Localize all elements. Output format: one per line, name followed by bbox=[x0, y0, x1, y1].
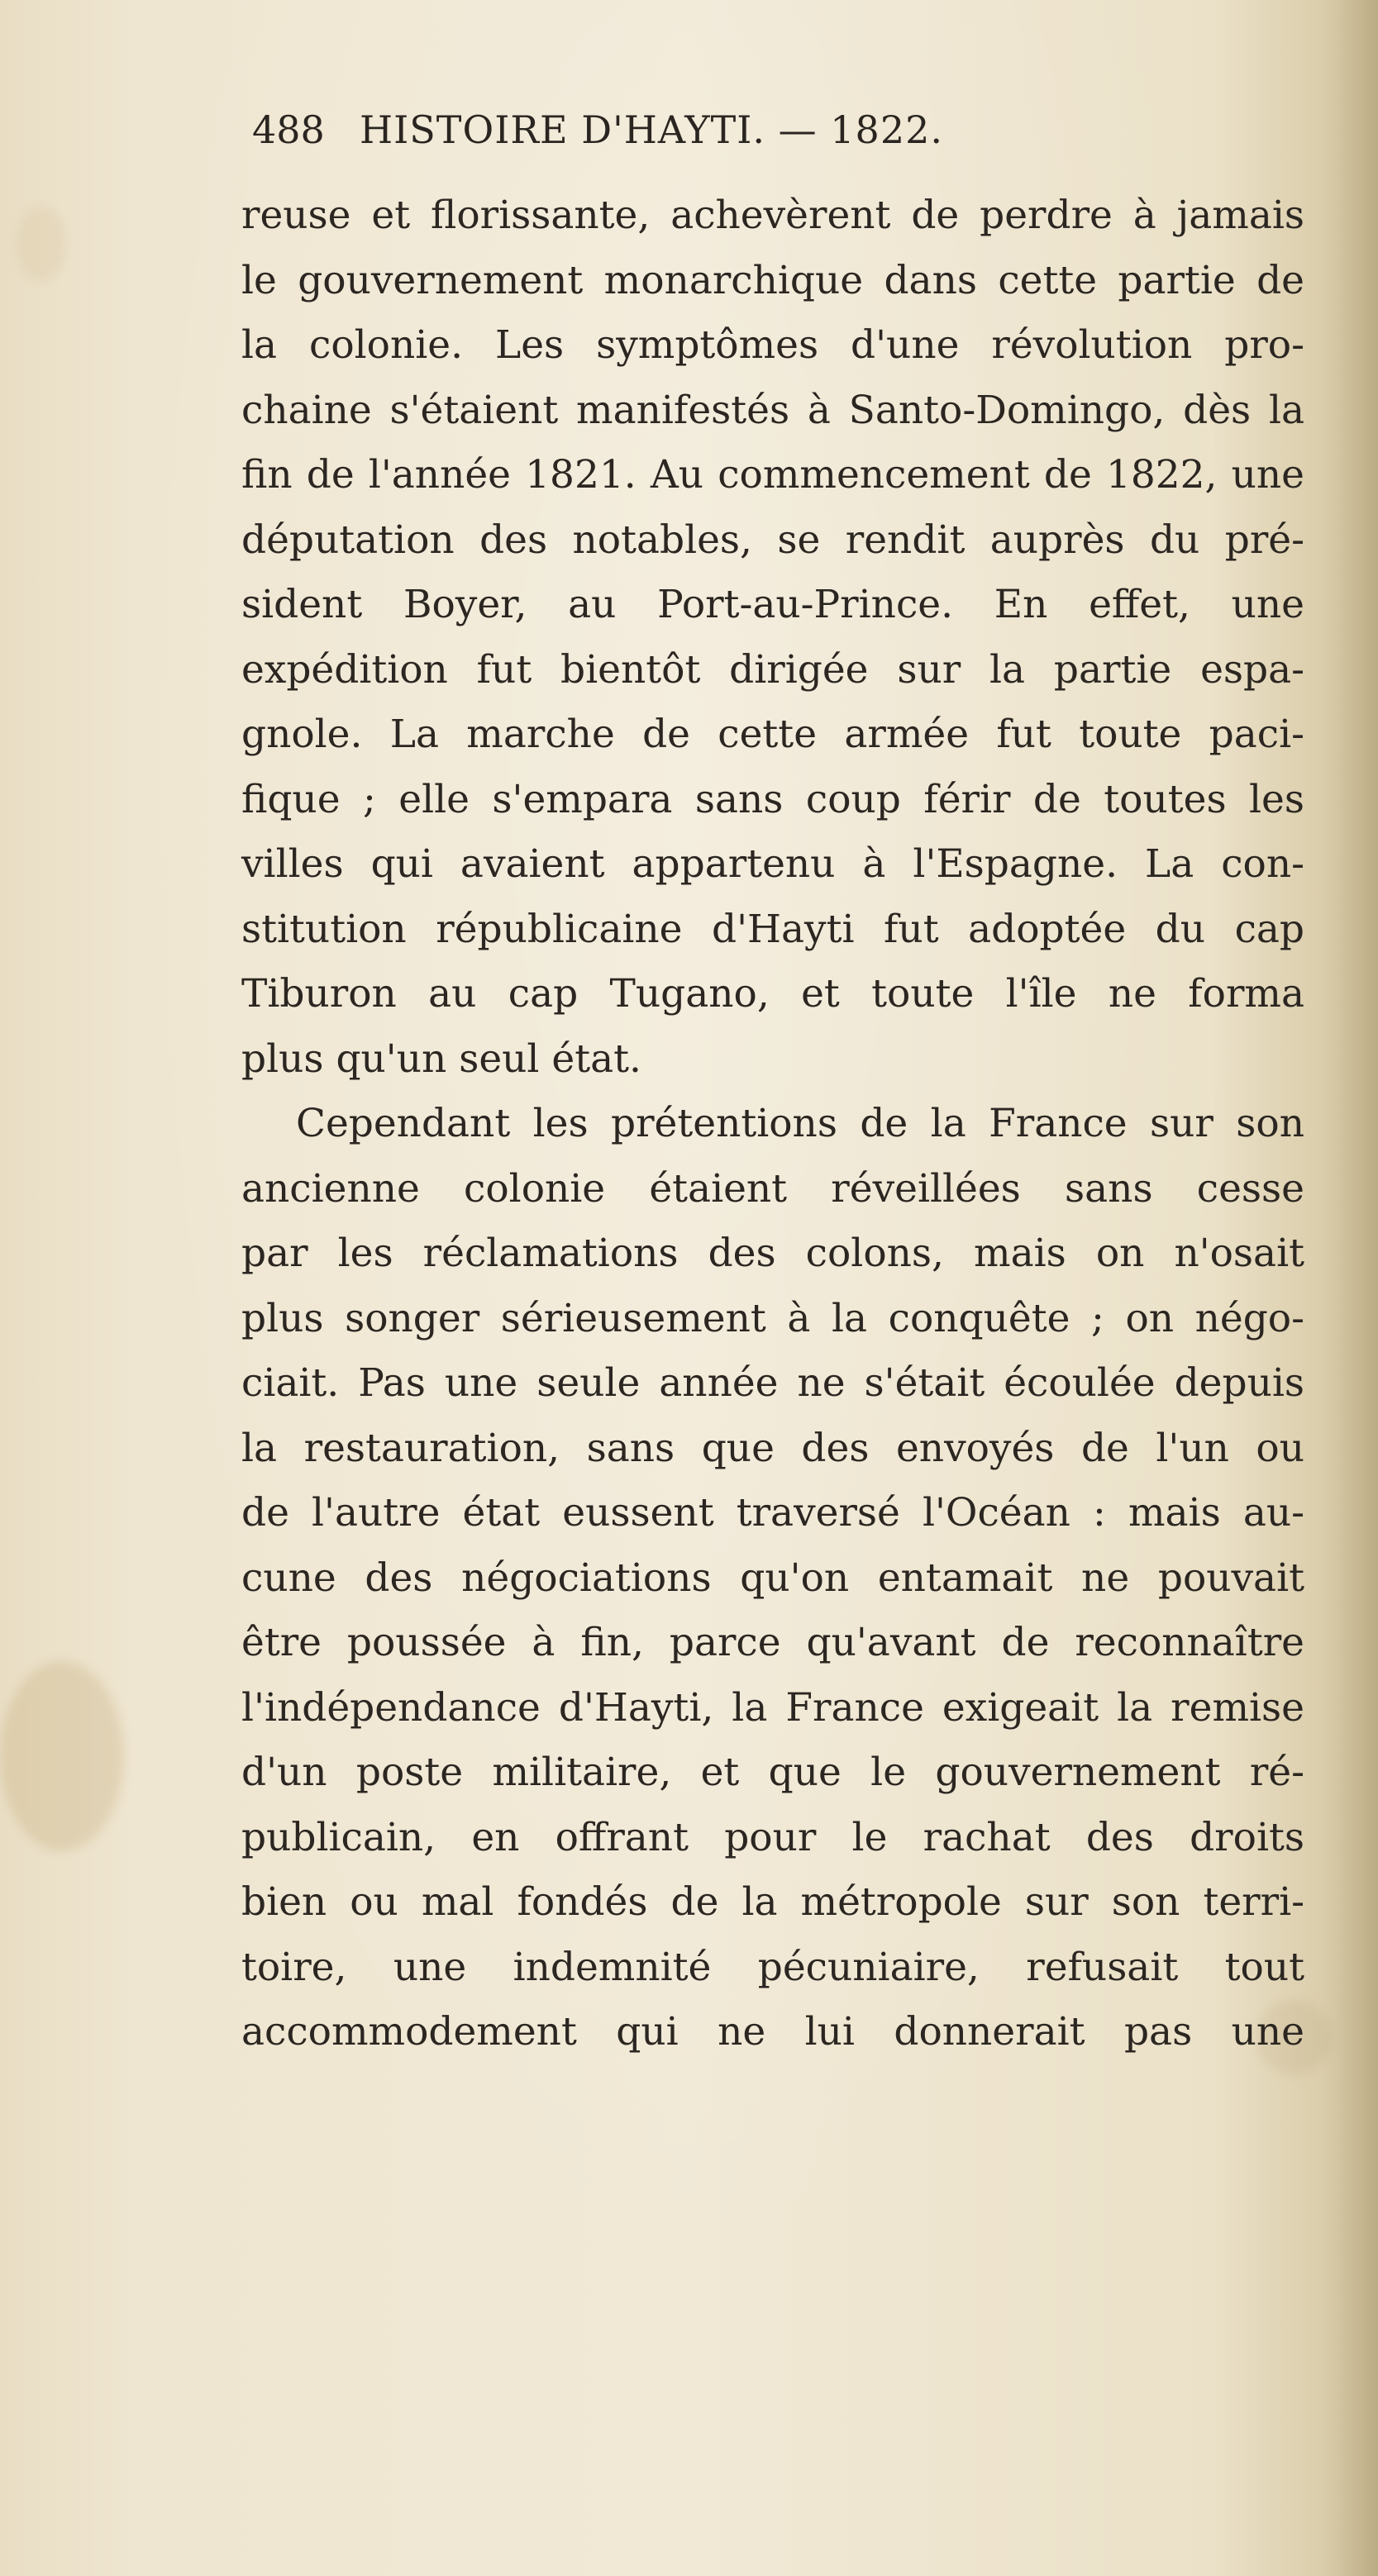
text-line: députation des notables, se rendit auprès du pré- bbox=[241, 517, 1304, 563]
text-line: villes qui avaient appartenu à l'Espagne. La con- bbox=[241, 841, 1304, 887]
text-line: de l'autre état eussent traversé l'Océan : mais au- bbox=[241, 1490, 1304, 1536]
text-line: gnole. La marche de cette armée fut toute paci- bbox=[241, 712, 1304, 757]
text-line: la restauration, sans que des envoyés de l'un ou bbox=[241, 1425, 1304, 1471]
text-line: fique ; elle s'empara sans coup férir de toutes les bbox=[241, 776, 1304, 822]
page-number: 488 bbox=[252, 107, 325, 152]
body-text bbox=[241, 183, 1304, 2065]
text-line: bien ou mal fondés de la métropole sur son terri- bbox=[241, 1879, 1304, 1925]
text-line: chaine s'étaient manifestés à Santo-Domingo, dès la bbox=[241, 387, 1304, 433]
page-header bbox=[252, 107, 1294, 174]
text-line: être poussée à fin, parce qu'avant de reconnaître bbox=[241, 1620, 1304, 1665]
text-line: Tiburon au cap Tugano, et toute l'île ne forma bbox=[241, 971, 1304, 1017]
paragraph-first-line: Cependant les prétentions de la France sur son bbox=[296, 1101, 1304, 1146]
text-line: accommodement qui ne lui donnerait pas une bbox=[241, 2009, 1304, 2055]
text-line: le gouvernement monarchique dans cette partie de bbox=[241, 257, 1304, 303]
foxing-stain bbox=[0, 1661, 124, 1851]
text-line: reuse et florissante, achevèrent de perdre à jamais bbox=[241, 193, 1304, 238]
text-line: plus songer sérieusement à la conquête ; on négo- bbox=[241, 1295, 1304, 1341]
text-line: publicain, en offrant pour le rachat des droits bbox=[241, 1814, 1304, 1860]
text-line: la colonie. Les symptômes d'une révolution pro- bbox=[241, 322, 1304, 368]
text-line: l'indépendance d'Hayti, la France exigeait la remise bbox=[241, 1684, 1304, 1731]
page-edge-shadow bbox=[1320, 0, 1378, 2576]
text-line: ciait. Pas une seule année ne s'était écoulée depuis bbox=[241, 1360, 1304, 1406]
text-line: ancienne colonie étaient réveillées sans cesse bbox=[241, 1165, 1304, 1212]
text-line: fin de l'année 1821. Au commencement de 1822, une bbox=[241, 452, 1304, 498]
text-line: toire, une indemnité pécuniaire, refusait tout bbox=[241, 1944, 1304, 1990]
text-line: expédition fut bientôt dirigée sur la partie espa- bbox=[241, 646, 1304, 693]
paragraph-last-line: plus qu'un seul état. bbox=[241, 1036, 641, 1082]
running-head: HISTOIRE D'HAYTI. — 1822. bbox=[360, 107, 943, 152]
text-line: par les réclamations des colons, mais on n'osait bbox=[241, 1231, 1304, 1276]
text-line: stitution républicaine d'Hayti fut adoptée du cap bbox=[241, 906, 1304, 952]
text-line: sident Boyer, au Port-au-Prince. En effet, une bbox=[241, 582, 1304, 627]
text-line: d'un poste militaire, et que le gouvernement ré- bbox=[241, 1750, 1304, 1795]
text-line: cune des négociations qu'on entamait ne pouvait bbox=[241, 1555, 1304, 1601]
foxing-stain bbox=[17, 207, 66, 281]
